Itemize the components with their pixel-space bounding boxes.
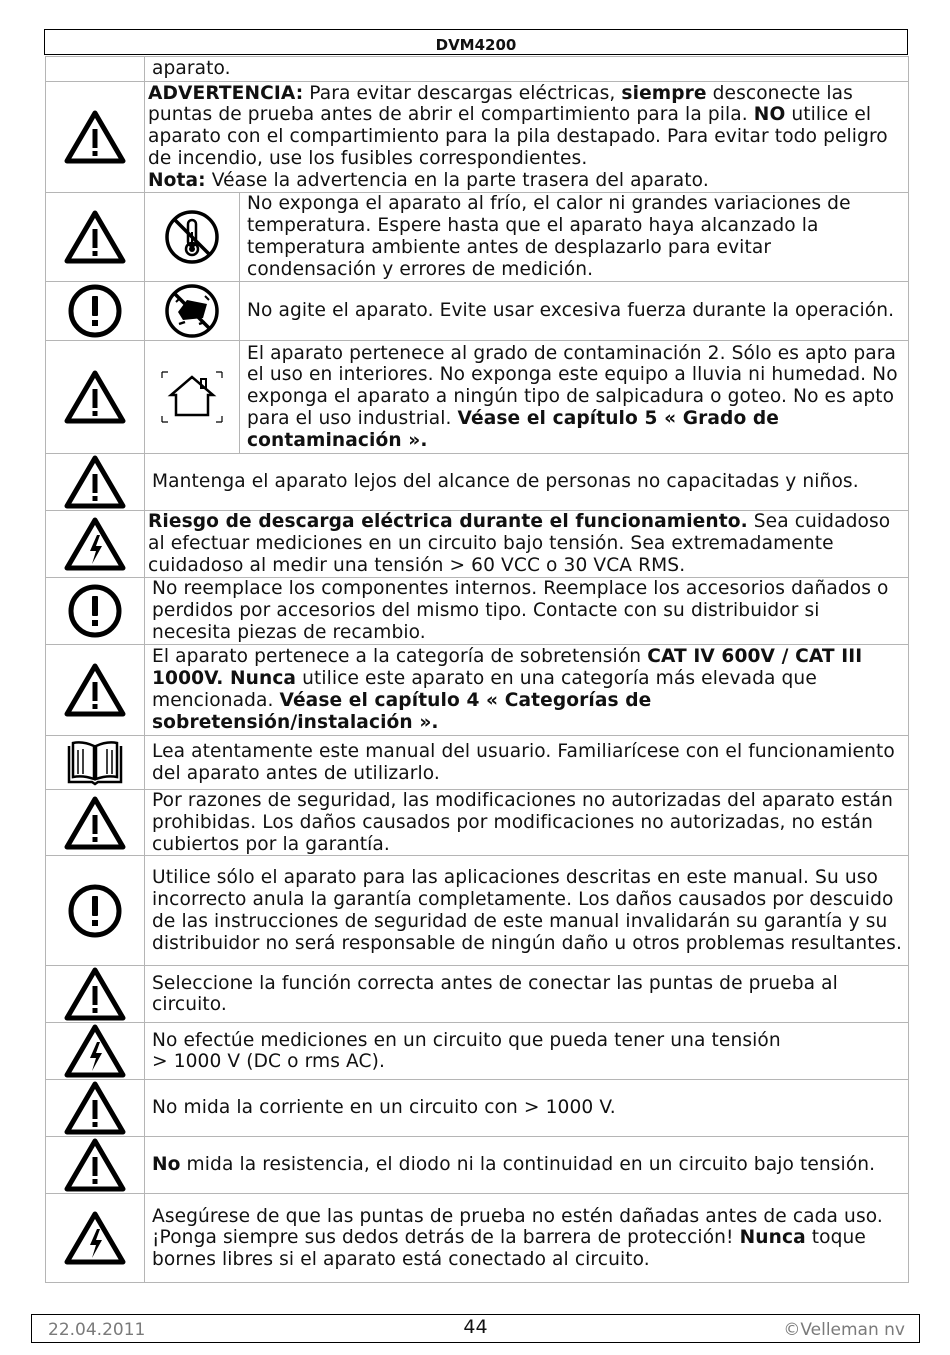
text-cell	[240, 341, 909, 453]
page-number: 44	[463, 1316, 488, 1338]
text-run: desconecte las puntas de prueba antes de abrir el compartimiento para la pila.	[148, 82, 853, 126]
icon-cell	[46, 57, 145, 82]
icon-cell	[46, 1137, 145, 1194]
icon-cell	[46, 1023, 145, 1080]
instruction-text	[145, 471, 908, 493]
attention-circle-icon	[46, 283, 144, 339]
safety-instructions-table	[45, 56, 909, 1283]
warning-triangle-icon	[46, 966, 144, 1022]
text-run: Sea cuidadoso al efectuar mediciones en un circuito bajo tensión. Sea extremadamente cuidadoso al medir una tensión > 60 VCC o 30 VCA RMS.	[148, 511, 891, 576]
electric-shock-icon	[46, 1210, 144, 1266]
indoor-use-icon	[145, 368, 239, 426]
text-run: mida la resistencia, el diodo ni la continuidad en un circuito bajo tensión.	[180, 1154, 876, 1176]
table-row	[46, 454, 909, 511]
text-cell	[145, 1194, 909, 1283]
table-row	[46, 1137, 909, 1194]
table-row	[46, 645, 909, 736]
text-run: Mantenga el aparato lejos del alcance de personas no capacitadas y niños.	[152, 471, 859, 493]
table-row	[46, 57, 909, 82]
text-run: No reemplace los componentes internos. Reemplace los accesorios dañados o perdidos por accesorios del mismo tipo. Contacte con su distribuidor si necesita piezas de recambio.	[152, 578, 889, 643]
instruction-text	[145, 1206, 908, 1271]
text-cell	[145, 645, 909, 736]
text-cell	[145, 282, 909, 341]
warning-triangle-icon	[46, 1080, 144, 1136]
text-run: El aparato pertenece a la categoría de sobretensión	[152, 646, 648, 668]
text-cell	[145, 790, 909, 856]
bold-text: ADVERTENCIA:	[148, 82, 304, 104]
instruction-text	[145, 790, 908, 855]
text-run: Véase la advertencia en la parte trasera del aparato.	[205, 169, 709, 191]
attention-circle-icon	[46, 883, 144, 939]
icon-cell	[46, 454, 145, 511]
warning-triangle-icon	[46, 454, 144, 510]
bold-text: Riesgo de descarga eléctrica durante el funcionamiento.	[148, 511, 748, 533]
no-shaking-icon	[145, 282, 239, 340]
bold-text: Nunca	[739, 1227, 806, 1249]
table-row	[46, 341, 909, 454]
bold-text: Véase el capítulo 4 « Categorías de sobretensión/instalación ».	[152, 690, 652, 733]
icon-cell	[46, 341, 145, 454]
text-run: Para evitar descargas eléctricas,	[303, 82, 622, 104]
text-run: > 1000 V (DC o rms AC).	[152, 1051, 385, 1073]
table-row	[46, 82, 909, 193]
icon-cell	[46, 578, 145, 645]
text-cell	[145, 1080, 909, 1137]
attention-circle-icon	[46, 583, 144, 639]
text-run: No efectúe mediciones en un circuito que pueda tener una tensión	[152, 1029, 781, 1051]
electric-shock-icon	[46, 1023, 144, 1079]
document-footer	[31, 1314, 920, 1343]
text-cell	[145, 966, 909, 1023]
warning-triangle-icon	[46, 209, 144, 265]
instruction-text	[145, 741, 908, 785]
text-cell	[145, 578, 909, 645]
document-header	[44, 29, 908, 55]
icon-cell	[46, 1080, 145, 1137]
pictogram-cell	[145, 193, 240, 281]
model-name: DVM4200	[435, 36, 517, 54]
bold-text: Véase el capítulo 5 « Grado de contaminación ».	[247, 407, 780, 451]
no-temperature-change-icon	[145, 208, 239, 266]
bold-text: siempre	[621, 82, 707, 104]
manual-book-icon	[46, 740, 144, 786]
instruction-text	[145, 1154, 908, 1176]
text-run: utilice este aparato en una categoría más elevada que mencionada.	[152, 668, 817, 711]
icon-cell	[46, 1194, 145, 1283]
text-cell	[145, 193, 909, 282]
electric-shock-icon	[46, 516, 144, 572]
text-cell	[145, 736, 909, 790]
text-run: Utilice sólo el aparato para las aplicaciones descritas en este manual. Su uso incorrecto anula la garantía completamente. Los daños causados por descuido de las instrucciones de seguridad de este manual invalidarán su garantía y su distribuidor no será responsable de ningún daño u otros problemas resultantes.	[152, 867, 902, 954]
text-run: Seleccione la función correcta antes de conectar las puntas de prueba al circuito.	[152, 972, 838, 1016]
table-row	[46, 1194, 909, 1283]
icon-cell	[46, 966, 145, 1023]
text-cell	[145, 856, 909, 966]
table-row	[46, 790, 909, 856]
table-row	[46, 1080, 909, 1137]
table-row	[46, 511, 909, 578]
icon-cell	[46, 645, 145, 736]
instruction-text	[145, 511, 908, 576]
bold-text: No	[152, 1154, 181, 1176]
icon-cell	[46, 82, 145, 193]
warning-triangle-icon	[46, 1137, 144, 1193]
bold-text: NO	[753, 104, 786, 126]
table-row	[46, 193, 909, 282]
text-cell	[145, 82, 909, 193]
text-run: ¡Ponga siempre sus dedos detrás de la barrera de protección!	[152, 1227, 740, 1249]
warning-triangle-icon	[46, 662, 144, 718]
instruction-text	[240, 193, 908, 280]
icon-cell	[46, 736, 145, 790]
instruction-text	[145, 646, 908, 733]
text-cell	[240, 193, 909, 281]
icon-cell	[46, 193, 145, 282]
text-run: El aparato pertenece al grado de contaminación 2. Sólo es apto para el uso en interiores. No exponga este equipo a lluvia ni humedad. No exponga el aparato a ningún tipo de salpicadura o goteo. No es apto para el uso industrial.	[247, 342, 898, 429]
warning-triangle-icon	[46, 369, 144, 425]
footer-copyright: ©Velleman nv	[783, 1320, 905, 1340]
icon-cell	[46, 511, 145, 578]
text-run: No mida la corriente en un circuito con > 1000 V.	[152, 1097, 616, 1119]
text-cell	[145, 1023, 909, 1080]
text-cell	[145, 57, 909, 82]
instruction-text	[145, 1097, 908, 1119]
instruction-text	[145, 58, 908, 80]
pictogram-cell	[145, 282, 240, 340]
footer-date: 22.04.2011	[48, 1320, 146, 1340]
bold-text: CAT IV 600V / CAT III 1000V. Nunca	[152, 646, 863, 690]
instruction-text	[145, 578, 908, 643]
instruction-text	[145, 867, 908, 954]
table-row	[46, 856, 909, 966]
table-row	[46, 966, 909, 1023]
warning-triangle-icon	[46, 109, 144, 165]
text-run: Por razones de seguridad, las modificaciones no autorizadas del aparato están prohibidas. Los daños causados por modificaciones no autorizadas, no están cubiertos por la garantía.	[152, 790, 893, 855]
table-row	[46, 736, 909, 790]
text-run: No exponga el aparato al frío, el calor ni grandes variaciones de temperatura. Espere hasta que el aparato haya alcanzado la temperatura ambiente antes de desplazarlo para evitar condensación y errores de medición.	[247, 193, 851, 280]
instruction-text	[145, 973, 908, 1017]
icon-cell	[46, 282, 145, 341]
instruction-text	[145, 83, 908, 192]
table-row	[46, 282, 909, 341]
icon-cell	[46, 790, 145, 856]
text-cell	[145, 341, 909, 454]
warning-triangle-icon	[46, 795, 144, 851]
instruction-text	[240, 343, 908, 452]
text-run: aparato.	[152, 58, 231, 80]
icon-cell	[46, 856, 145, 966]
table-row	[46, 1023, 909, 1080]
text-run: Lea atentamente este manual del usuario. Familiarícese con el funcionamiento del aparato antes de utilizarlo.	[152, 740, 895, 784]
text-run: Asegúrese de que las puntas de prueba no estén dañadas antes de cada uso.	[152, 1205, 883, 1227]
table-row	[46, 578, 909, 645]
text-cell	[145, 454, 909, 511]
instruction-text	[240, 300, 908, 322]
bold-text: Nota:	[148, 169, 206, 191]
pictogram-cell	[145, 341, 240, 453]
text-run: utilice el aparato con el compartimiento para la pila destapado. Para evitar todo peligro de incendio, use los fusibles correspondientes.	[148, 104, 888, 169]
instruction-text	[145, 1030, 908, 1074]
text-cell	[145, 511, 909, 578]
text-run: toque bornes libres si el aparato está conectado al circuito.	[152, 1227, 866, 1271]
text-run: No agite el aparato. Evite usar excesiva fuerza durante la operación.	[247, 300, 895, 322]
text-cell	[145, 1137, 909, 1194]
text-cell	[240, 282, 909, 340]
